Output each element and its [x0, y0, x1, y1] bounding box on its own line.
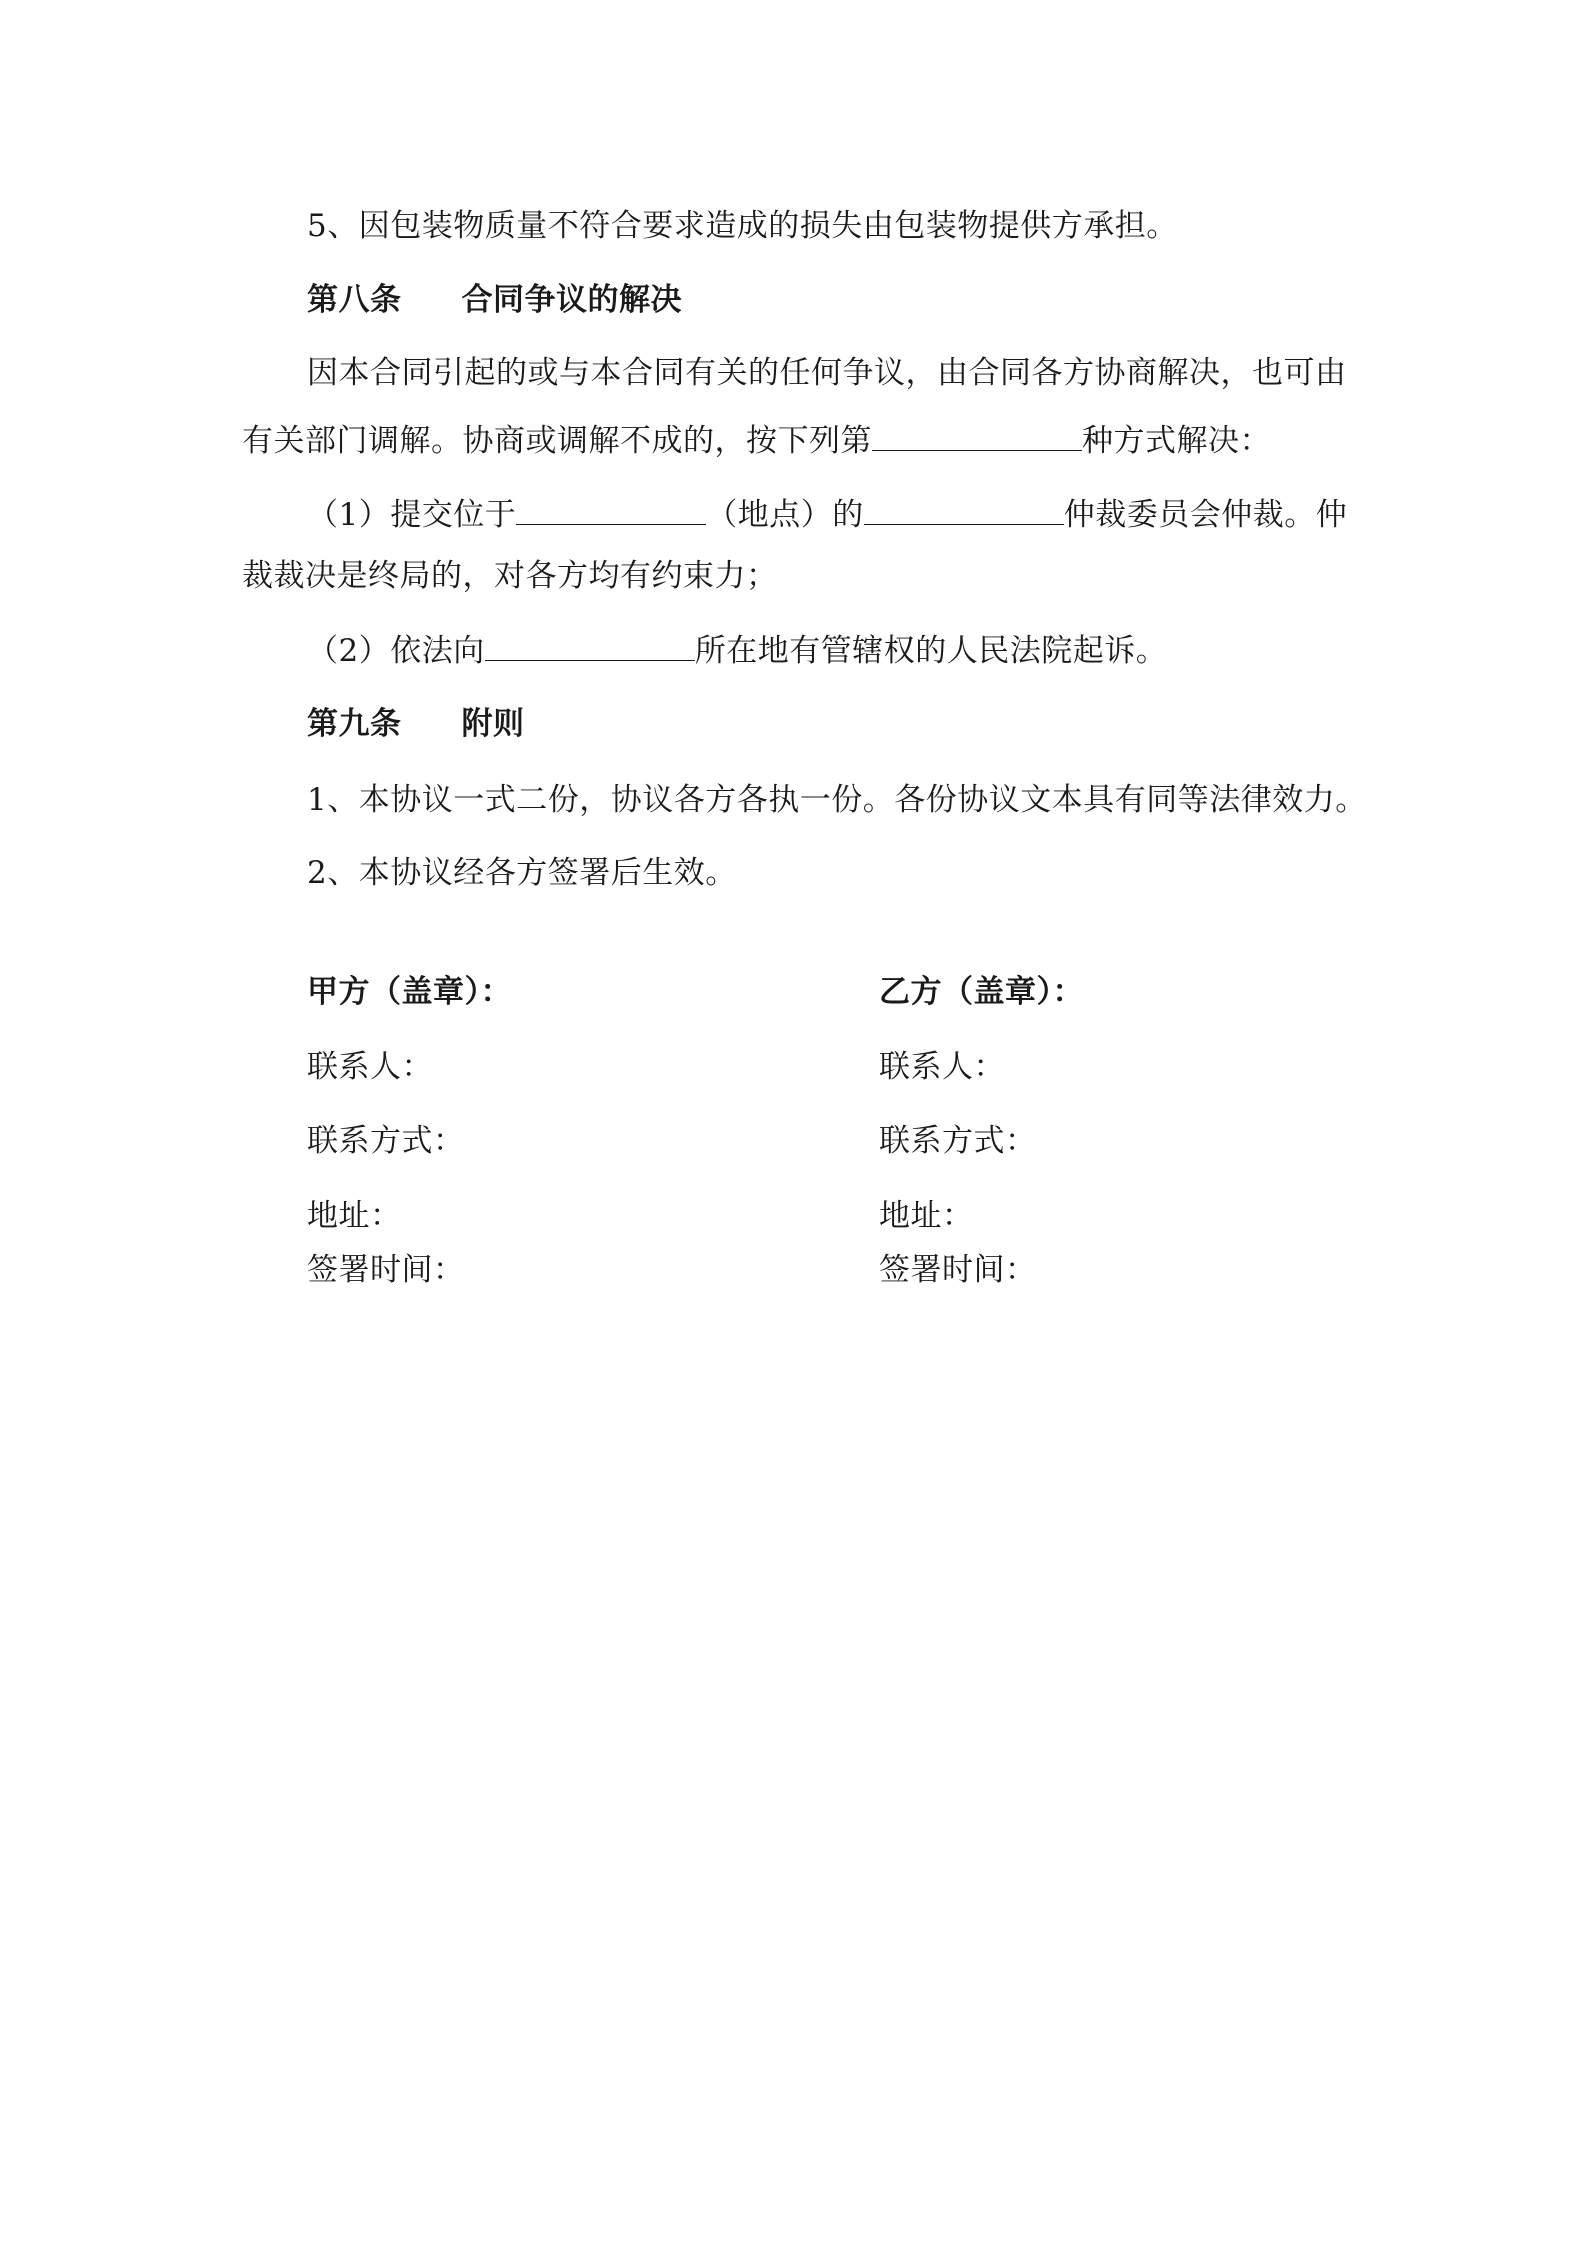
party-a-contact-method: 联系方式：	[307, 1123, 465, 1159]
arbitration-option-text-a: （1）提交位于	[307, 497, 517, 533]
party-b-sign-time: 签署时间：	[879, 1252, 1037, 1288]
party-a-heading: 甲方（盖章）：	[307, 974, 512, 1010]
method-number-blank	[872, 420, 1082, 451]
party-a-sign-time: 签署时间：	[307, 1252, 465, 1288]
clause-7-item-5: 5、因包装物质量不符合要求造成的损失由包装物提供方承担。	[307, 208, 1178, 244]
party-b-heading: 乙方（盖章）：	[879, 974, 1084, 1010]
clause-8-paragraph-line-2-end: 种方式解决：	[1082, 423, 1271, 459]
arbitration-option-line-2: 裁裁决是终局的，对各方均有约束力；	[242, 558, 778, 594]
litigation-option-text-b: 所在地有管辖权的人民法院起诉。	[694, 633, 1168, 669]
clause-8-title: 合同争议的解决	[461, 282, 682, 318]
arbitration-option-text-b: （地点）的	[706, 497, 864, 533]
court-location-blank	[485, 630, 695, 661]
clause-9-number: 第九条	[307, 706, 402, 742]
party-b-contact-method: 联系方式：	[879, 1123, 1037, 1159]
party-a-address: 地址：	[307, 1198, 402, 1234]
clause-8-paragraph-line-2	[242, 420, 1271, 461]
litigation-option-text-a: （2）依法向	[307, 633, 485, 669]
clause-8-paragraph-line-2-text: 有关部门调解。协商或调解不成的，按下列第	[242, 423, 872, 459]
arbitration-option-text-c: 仲裁委员会仲裁。仲	[1063, 497, 1348, 533]
clause-9-item-1: 1、本协议一式二份，协议各方各执一份。各份协议文本具有同等法律效力。	[307, 782, 1367, 818]
party-b-contact-person: 联系人：	[879, 1049, 1005, 1085]
clause-9-item-2: 2、本协议经各方签署后生效。	[307, 855, 737, 891]
clause-8-heading	[307, 280, 682, 320]
arbitration-option-line-1	[307, 494, 1347, 535]
arbitration-location-blank	[516, 494, 706, 525]
arbitration-commission-blank	[864, 494, 1064, 525]
party-b-address: 地址：	[879, 1198, 974, 1234]
clause-8-number: 第八条	[307, 282, 402, 318]
clause-8-paragraph-line-1: 因本合同引起的或与本合同有关的任何争议，由合同各方协商解决，也可由	[307, 355, 1347, 391]
clause-9-title: 附则	[461, 706, 525, 742]
clause-9-heading	[307, 704, 525, 744]
litigation-option	[307, 630, 1167, 671]
party-a-contact-person: 联系人：	[307, 1049, 433, 1085]
